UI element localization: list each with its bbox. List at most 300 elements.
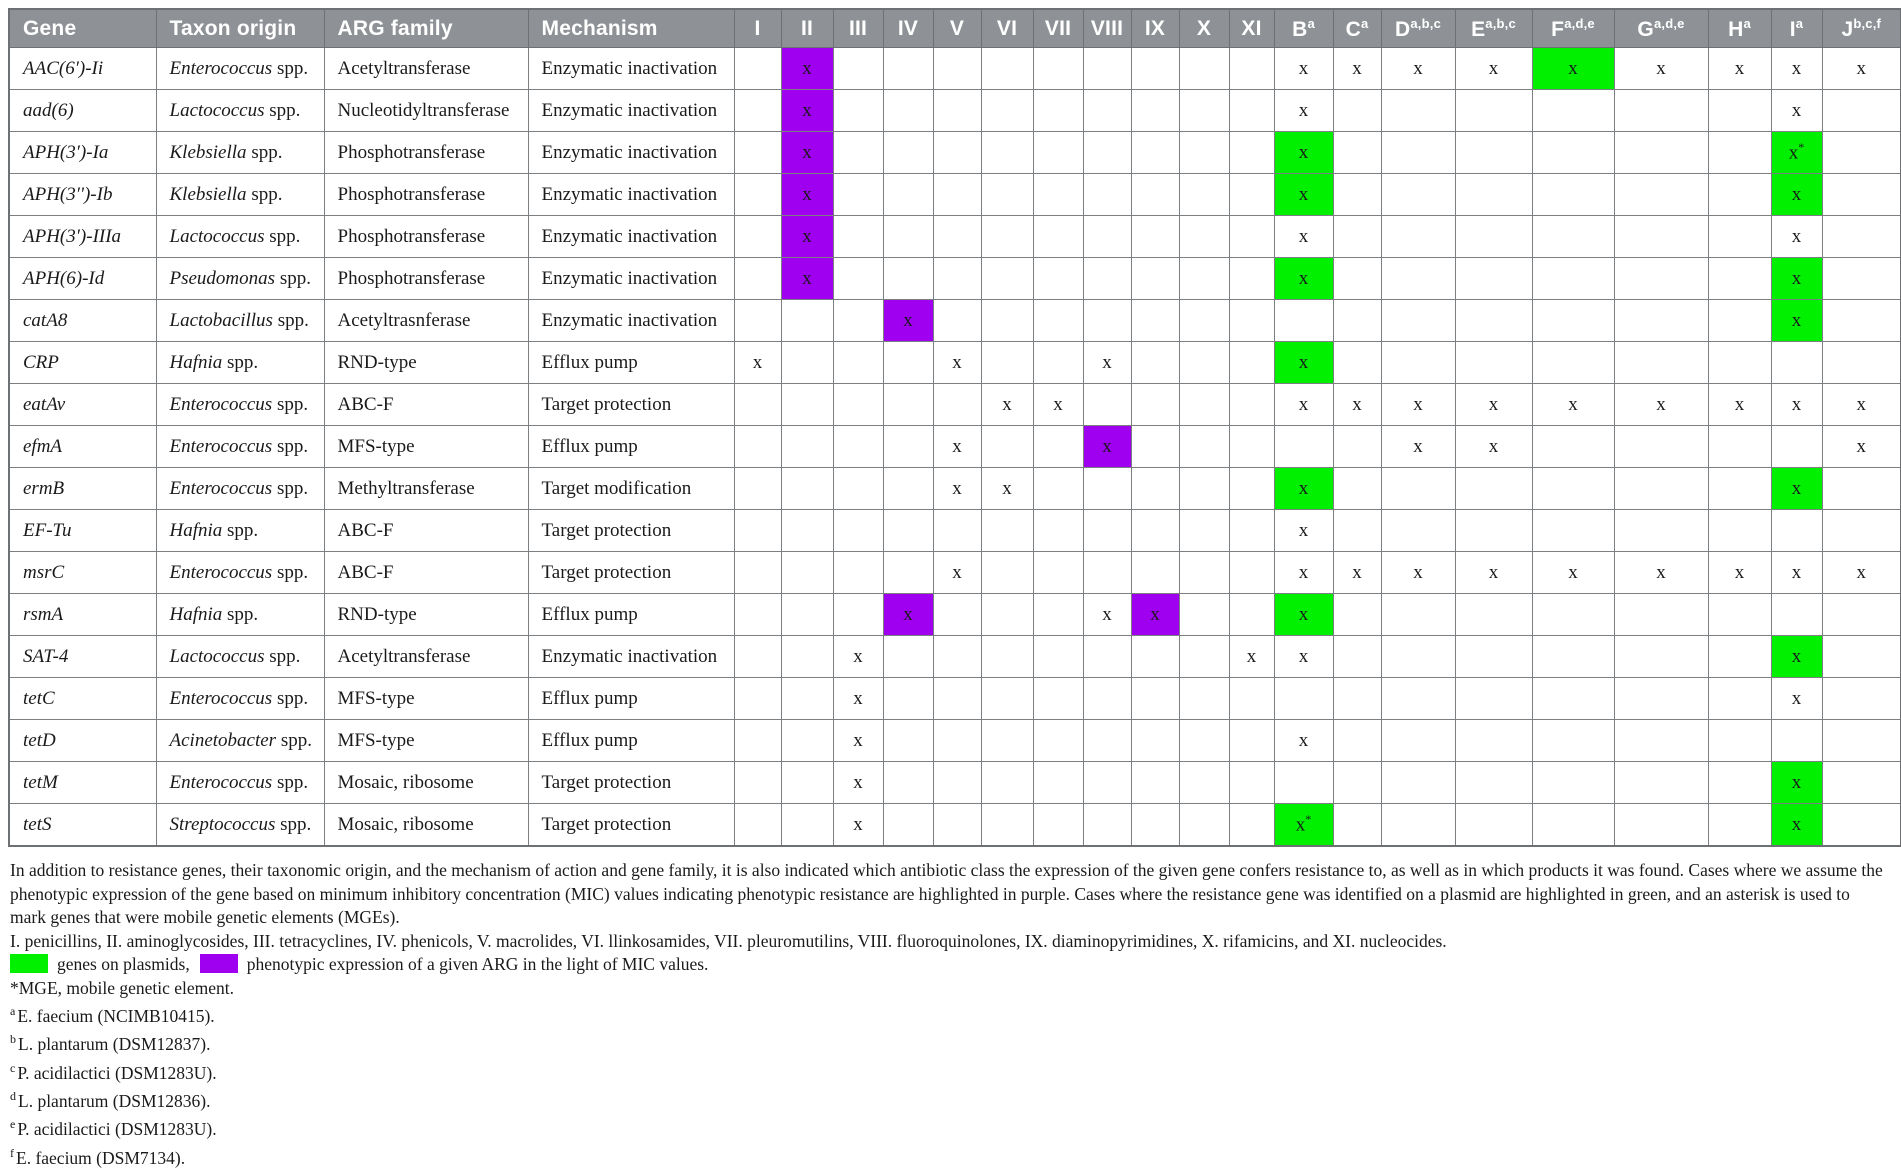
cell-mark-III (833, 468, 883, 510)
cell-mark-F: x (1532, 384, 1614, 426)
cell-mark-B: x (1274, 216, 1333, 258)
cell-mark-C (1333, 216, 1381, 258)
cell-mark-J (1822, 174, 1901, 216)
cell-mark-II (781, 804, 833, 847)
cell-mark-VII (1033, 48, 1083, 90)
cell-mark-E (1455, 678, 1532, 720)
cell-mark-E (1455, 762, 1532, 804)
cell-mark-I2: x (1771, 468, 1822, 510)
cell-mark-VIII (1083, 48, 1131, 90)
cell-mark-II (781, 594, 833, 636)
cell-mark-IX (1131, 132, 1179, 174)
cell-mark-J (1822, 762, 1901, 804)
cell-mark-IV (883, 552, 933, 594)
cell-mark-VII (1033, 804, 1083, 847)
cell-mark-I (734, 678, 781, 720)
cell-mark-IV (883, 468, 933, 510)
cell-mark-I (734, 48, 781, 90)
cell-mark-F (1532, 762, 1614, 804)
cell-mark-E (1455, 342, 1532, 384)
cell-mark-D (1381, 300, 1455, 342)
table-row (9, 174, 1901, 216)
cell-mark-IX (1131, 174, 1179, 216)
cell-mark-IX (1131, 510, 1179, 552)
cell-mark-D (1381, 510, 1455, 552)
cell-mark-VIII: x (1083, 342, 1131, 384)
cell-mark-H (1708, 510, 1771, 552)
cell-mark-III (833, 90, 883, 132)
cell-mark-C: x (1333, 384, 1381, 426)
cell-mark-H (1708, 636, 1771, 678)
cell-mark-X (1179, 468, 1229, 510)
cell-mark-III (833, 132, 883, 174)
cell-mark-XI (1229, 258, 1274, 300)
cell-mark-X (1179, 678, 1229, 720)
cell-mark-IV (883, 426, 933, 468)
cell-mark-I2: x (1771, 174, 1822, 216)
cell-mark-X (1179, 342, 1229, 384)
cell-mark-IV (883, 720, 933, 762)
cell-gene: tetD (9, 720, 156, 762)
cell-mark-G (1614, 468, 1708, 510)
cell-mark-I (734, 510, 781, 552)
cell-mark-B: x (1274, 636, 1333, 678)
cell-mark-II: x (781, 90, 833, 132)
cell-mark-G (1614, 132, 1708, 174)
cell-mark-F (1532, 804, 1614, 847)
cell-mark-I2: x (1771, 552, 1822, 594)
cell-gene: aad(6) (9, 90, 156, 132)
cell-mark-F (1532, 174, 1614, 216)
cell-mark-B: x (1274, 132, 1333, 174)
cell-mark-D (1381, 804, 1455, 847)
cell-mark-E (1455, 174, 1532, 216)
cell-mark-C (1333, 762, 1381, 804)
cell-mark-III: x (833, 804, 883, 847)
cell-arg-family: Phosphotransferase (324, 132, 528, 174)
cell-mark-C: x (1333, 48, 1381, 90)
cell-mark-IV (883, 384, 933, 426)
cell-mark-III (833, 510, 883, 552)
cell-mark-F: x (1532, 48, 1614, 90)
column-header-mechanism: Mechanism (528, 9, 734, 48)
cell-mark-E (1455, 636, 1532, 678)
column-header-IX: IX (1131, 9, 1179, 48)
column-header-gene: Gene (9, 9, 156, 48)
cell-mark-F (1532, 132, 1614, 174)
cell-mechanism: Target modification (528, 468, 734, 510)
cell-mark-XI (1229, 510, 1274, 552)
cell-mark-H: x (1708, 48, 1771, 90)
header-row (9, 9, 1901, 48)
cell-mark-III (833, 174, 883, 216)
cell-mark-II (781, 762, 833, 804)
cell-mark-I2: x (1771, 216, 1822, 258)
cell-mechanism: Target protection (528, 510, 734, 552)
cell-mark-VIII (1083, 300, 1131, 342)
green-legend-label: genes on plasmids, (57, 954, 190, 974)
cell-mark-G (1614, 258, 1708, 300)
cell-arg-family: MFS-type (324, 678, 528, 720)
cell-mark-IV (883, 678, 933, 720)
cell-taxon: Klebsiella spp. (156, 174, 324, 216)
cell-mechanism: Target protection (528, 804, 734, 847)
cell-gene: msrC (9, 552, 156, 594)
cell-mark-IX (1131, 216, 1179, 258)
cell-mark-IV (883, 510, 933, 552)
cell-mark-I (734, 636, 781, 678)
table-row (9, 804, 1901, 847)
cell-mark-C (1333, 720, 1381, 762)
cell-mark-VII (1033, 594, 1083, 636)
cell-mark-H (1708, 90, 1771, 132)
strain-footnote-b: $^b$ L. plantarum (DSM12837). (10, 1032, 211, 1055)
cell-mark-I: x (734, 342, 781, 384)
cell-mark-F (1532, 426, 1614, 468)
cell-mark-C: x (1333, 552, 1381, 594)
cell-mark-VII (1033, 636, 1083, 678)
cell-mark-B: x (1274, 468, 1333, 510)
table-row (9, 300, 1901, 342)
cell-mark-IX (1131, 552, 1179, 594)
column-header-D: D$^{a,b,c}$ (1381, 9, 1455, 48)
cell-mark-C (1333, 90, 1381, 132)
table-row (9, 510, 1901, 552)
cell-mark-I2: x (1771, 762, 1822, 804)
cell-mark-IX (1131, 720, 1179, 762)
cell-mark-V (933, 174, 981, 216)
strain-footnote-e: $^e$ P. acidilactici (DSM1283U). (10, 1117, 217, 1140)
column-header-IV: IV (883, 9, 933, 48)
cell-mark-C (1333, 174, 1381, 216)
cell-mark-J (1822, 678, 1901, 720)
cell-mark-VII (1033, 132, 1083, 174)
column-header-VII: VII (1033, 9, 1083, 48)
cell-mark-B: x (1274, 384, 1333, 426)
cell-arg-family: Phosphotransferase (324, 258, 528, 300)
column-header-F: F$^{a,d,e}$ (1532, 9, 1614, 48)
cell-mark-J: x (1822, 384, 1901, 426)
cell-gene: EF-Tu (9, 510, 156, 552)
table-row (9, 258, 1901, 300)
cell-mark-VII (1033, 552, 1083, 594)
cell-mark-VII (1033, 216, 1083, 258)
cell-mark-III: x (833, 636, 883, 678)
table-row (9, 90, 1901, 132)
cell-mark-D: x (1381, 552, 1455, 594)
cell-mark-II: x (781, 258, 833, 300)
cell-mark-IV (883, 132, 933, 174)
cell-mark-J (1822, 90, 1901, 132)
cell-mark-E: x (1455, 48, 1532, 90)
cell-mark-F (1532, 636, 1614, 678)
cell-mark-F (1532, 216, 1614, 258)
cell-mark-VI (981, 594, 1033, 636)
cell-mark-H (1708, 804, 1771, 847)
cell-mark-I (734, 594, 781, 636)
cell-mechanism: Enzymatic inactivation (528, 90, 734, 132)
cell-gene: SAT-4 (9, 636, 156, 678)
column-header-G: G$^{a,d,e}$ (1614, 9, 1708, 48)
cell-mark-X (1179, 48, 1229, 90)
cell-arg-family: Nucleotidyltransferase (324, 90, 528, 132)
cell-mark-V: x (933, 552, 981, 594)
cell-mark-VI: x (981, 468, 1033, 510)
cell-mark-VII (1033, 174, 1083, 216)
cell-mark-H (1708, 300, 1771, 342)
cell-mark-III (833, 258, 883, 300)
cell-mark-G (1614, 342, 1708, 384)
cell-mark-C (1333, 678, 1381, 720)
cell-mark-II: x (781, 48, 833, 90)
cell-mark-E: x (1455, 384, 1532, 426)
cell-mark-D (1381, 720, 1455, 762)
cell-mark-IX (1131, 636, 1179, 678)
cell-mark-I2: x (1771, 636, 1822, 678)
table-row (9, 48, 1901, 90)
cell-mark-IX (1131, 342, 1179, 384)
cell-mark-I2 (1771, 594, 1822, 636)
cell-mark-C (1333, 468, 1381, 510)
cell-mark-B: x (1274, 174, 1333, 216)
table-row (9, 678, 1901, 720)
cell-mark-IV: x (883, 594, 933, 636)
cell-arg-family: MFS-type (324, 720, 528, 762)
cell-mark-VIII (1083, 762, 1131, 804)
cell-mark-D (1381, 342, 1455, 384)
cell-mark-VIII (1083, 174, 1131, 216)
cell-mark-F (1532, 300, 1614, 342)
cell-arg-family: ABC-F (324, 384, 528, 426)
cell-mark-B: x (1274, 342, 1333, 384)
cell-mark-II: x (781, 132, 833, 174)
cell-mark-G (1614, 90, 1708, 132)
cell-mark-VI (981, 48, 1033, 90)
cell-mark-F: x (1532, 552, 1614, 594)
strain-footnote-f: $^f$ E. faecium (DSM7134). (10, 1145, 186, 1168)
cell-mark-J (1822, 720, 1901, 762)
cell-mark-D (1381, 132, 1455, 174)
cell-mark-III (833, 552, 883, 594)
cell-arg-family: Phosphotransferase (324, 174, 528, 216)
cell-mark-I (734, 216, 781, 258)
cell-mark-IV: x (883, 300, 933, 342)
cell-mark-VI (981, 258, 1033, 300)
cell-mechanism: Enzymatic inactivation (528, 216, 734, 258)
cell-mark-G (1614, 174, 1708, 216)
cell-mark-II (781, 468, 833, 510)
cell-arg-family: Acetyltrasnferase (324, 300, 528, 342)
cell-mark-XI (1229, 174, 1274, 216)
cell-mark-X (1179, 426, 1229, 468)
cell-mechanism: Efflux pump (528, 720, 734, 762)
cell-mark-I (734, 552, 781, 594)
cell-mark-XI (1229, 594, 1274, 636)
cell-mark-H (1708, 216, 1771, 258)
cell-mark-I (734, 174, 781, 216)
cell-mark-E: x (1455, 426, 1532, 468)
cell-mark-F (1532, 90, 1614, 132)
cell-mark-IX (1131, 468, 1179, 510)
cell-mark-XI (1229, 300, 1274, 342)
cell-mark-H (1708, 594, 1771, 636)
cell-mark-V (933, 762, 981, 804)
cell-mark-C (1333, 258, 1381, 300)
cell-mark-V (933, 132, 981, 174)
cell-mark-J (1822, 258, 1901, 300)
column-header-I2: $I^a$ (1771, 9, 1822, 48)
cell-mechanism: Enzymatic inactivation (528, 132, 734, 174)
cell-mark-VIII (1083, 90, 1131, 132)
column-header-J: J$^{b,c,f}$ (1822, 9, 1901, 48)
column-header-XI: XI (1229, 9, 1274, 48)
cell-mark-E (1455, 258, 1532, 300)
cell-mark-X (1179, 594, 1229, 636)
cell-mark-E (1455, 468, 1532, 510)
cell-arg-family: Mosaic, ribosome (324, 804, 528, 847)
cell-mark-X (1179, 300, 1229, 342)
cell-mark-I2 (1771, 426, 1822, 468)
cell-mechanism: Target protection (528, 552, 734, 594)
caption-text: In addition to resistance genes, their taxonomic origin, and the mechanism of action and gene family, it is also indicated which antibiotic class the expression of the given gene confers resistance to, as well as in which products it was found. Cases where we assume the phenotypic expression of the gene based on minimum inhibitory concentration (MIC) values indicating phenotypic resistance are highlighted in purple. Cases where the resistance gene was identified on a plasmid are highlighted in green, and an asterisk is used to mark genes that were mobile genetic elements (MGEs). (10, 860, 1883, 927)
cell-mark-VI (981, 90, 1033, 132)
cell-mark-VIII (1083, 216, 1131, 258)
strain-footnotes (10, 1000, 1889, 1170)
cell-taxon: Lactococcus spp. (156, 636, 324, 678)
cell-mark-VIII (1083, 636, 1131, 678)
cell-gene: APH(6)-Id (9, 258, 156, 300)
cell-mark-VI (981, 636, 1033, 678)
cell-mark-D (1381, 678, 1455, 720)
cell-mechanism: Enzymatic inactivation (528, 48, 734, 90)
cell-mark-IX (1131, 804, 1179, 847)
cell-mark-J (1822, 300, 1901, 342)
cell-mark-D (1381, 468, 1455, 510)
cell-mark-III (833, 384, 883, 426)
antibiotic-class-key: I. penicillins, II. aminoglycosides, III. tetracyclines, IV. phenicols, V. macrolides, VI. llinkosamides, VII. pleuromutilins, VIII. fluoroquinolones, IX. diaminopyrimidines, X. rifamicins, and XI. nucleocides. (10, 930, 1447, 951)
cell-mark-D (1381, 216, 1455, 258)
cell-mark-C (1333, 342, 1381, 384)
cell-mark-G (1614, 678, 1708, 720)
cell-mechanism: Enzymatic inactivation (528, 300, 734, 342)
cell-mark-IV (883, 174, 933, 216)
cell-arg-family: Phosphotransferase (324, 216, 528, 258)
cell-mark-E (1455, 804, 1532, 847)
cell-arg-family: RND-type (324, 342, 528, 384)
cell-mark-H (1708, 762, 1771, 804)
cell-mark-III (833, 426, 883, 468)
cell-mechanism: Target protection (528, 384, 734, 426)
cell-mark-II (781, 300, 833, 342)
cell-mark-I2: x* (1771, 132, 1822, 174)
cell-mark-II (781, 510, 833, 552)
cell-mark-VI (981, 132, 1033, 174)
mge-note: *MGE, mobile genetic element. (10, 977, 235, 998)
cell-taxon: Pseudomonas spp. (156, 258, 324, 300)
cell-mark-H (1708, 426, 1771, 468)
table-row (9, 342, 1901, 384)
cell-mark-IX (1131, 762, 1179, 804)
column-header-C: $C^a$ (1333, 9, 1381, 48)
cell-mark-I (734, 720, 781, 762)
cell-mark-VIII: x (1083, 594, 1131, 636)
cell-arg-family: Acetyltransferase (324, 48, 528, 90)
cell-mark-I (734, 804, 781, 847)
column-header-III: III (833, 9, 883, 48)
arg-table (8, 8, 1901, 847)
cell-mechanism: Efflux pump (528, 594, 734, 636)
column-header-taxon: Taxon origin (156, 9, 324, 48)
cell-mark-I (734, 90, 781, 132)
cell-mark-V: x (933, 468, 981, 510)
cell-mark-G: x (1614, 384, 1708, 426)
cell-mark-D (1381, 636, 1455, 678)
cell-mark-C (1333, 594, 1381, 636)
cell-mark-F (1532, 510, 1614, 552)
column-header-family: ARG family (324, 9, 528, 48)
cell-mark-VI (981, 510, 1033, 552)
cell-mark-F (1532, 258, 1614, 300)
cell-mark-VIII (1083, 258, 1131, 300)
cell-taxon: Streptococcus spp. (156, 804, 324, 847)
cell-mark-E (1455, 90, 1532, 132)
cell-mechanism: Target protection (528, 762, 734, 804)
cell-taxon: Enterococcus spp. (156, 552, 324, 594)
cell-mark-VII (1033, 678, 1083, 720)
cell-mark-V (933, 804, 981, 847)
cell-mark-XI (1229, 552, 1274, 594)
cell-mark-I (734, 762, 781, 804)
cell-mark-G: x (1614, 48, 1708, 90)
cell-mark-J (1822, 594, 1901, 636)
table-row (9, 594, 1901, 636)
cell-mark-II: x (781, 174, 833, 216)
cell-taxon: Hafnia spp. (156, 342, 324, 384)
cell-mark-X (1179, 384, 1229, 426)
cell-mark-VIII (1083, 384, 1131, 426)
cell-mark-I (734, 426, 781, 468)
cell-mark-IV (883, 342, 933, 384)
cell-mark-J: x (1822, 426, 1901, 468)
cell-mark-B: x (1274, 720, 1333, 762)
cell-mark-I2 (1771, 720, 1822, 762)
cell-gene: CRP (9, 342, 156, 384)
cell-mark-F (1532, 342, 1614, 384)
cell-arg-family: Acetyltransferase (324, 636, 528, 678)
cell-mark-VI (981, 426, 1033, 468)
cell-mark-IV (883, 48, 933, 90)
cell-mark-E (1455, 594, 1532, 636)
cell-mark-E (1455, 216, 1532, 258)
cell-mark-V (933, 90, 981, 132)
cell-mechanism: Enzymatic inactivation (528, 636, 734, 678)
cell-gene: tetS (9, 804, 156, 847)
cell-mark-X (1179, 258, 1229, 300)
cell-mark-XI: x (1229, 636, 1274, 678)
cell-mark-I (734, 258, 781, 300)
cell-mark-VIII (1083, 720, 1131, 762)
cell-mark-VIII: x (1083, 426, 1131, 468)
table-row (9, 426, 1901, 468)
purple-legend-label: phenotypic expression of a given ARG in the light of MIC values. (246, 954, 709, 974)
column-header-H: $H^a$ (1708, 9, 1771, 48)
cell-taxon: Lactococcus spp. (156, 216, 324, 258)
cell-mark-B: x (1274, 90, 1333, 132)
cell-mark-II (781, 636, 833, 678)
cell-mark-II (781, 552, 833, 594)
cell-mark-XI (1229, 678, 1274, 720)
cell-mark-V (933, 636, 981, 678)
